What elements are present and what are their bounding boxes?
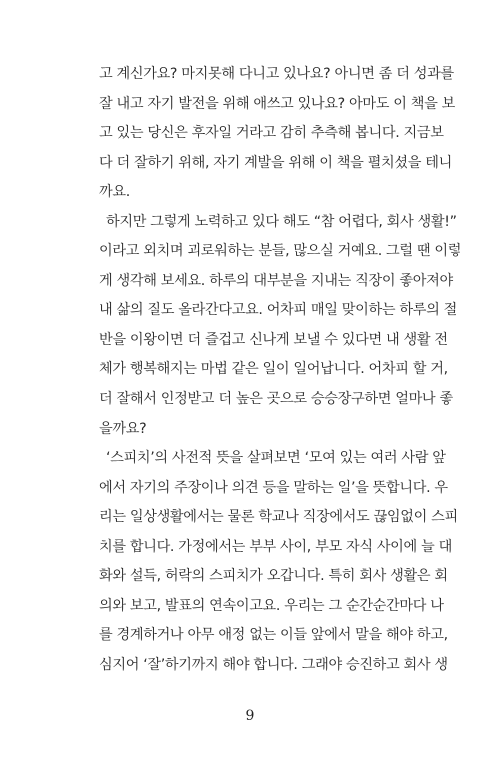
- paragraph: [99, 60, 455, 208]
- text-line: 리는 일상생활에서는 물론 학교나 직장에서도 끊임없이 스피: [99, 509, 458, 526]
- text-line: 반을 이왕이면 더 즐겁고 신나게 보낼 수 있다면 내 생활 전: [99, 331, 448, 348]
- text-line: 를 경계하거나 아무 애정 없는 이들 앞에서 말을 해야 하고,: [99, 627, 448, 644]
- text-line: 화와 설득, 허락의 스피치가 오갑니다. 특히 회사 생활은 회: [99, 568, 448, 585]
- text-line: 다 더 잘하기 위해, 자기 계발을 위해 이 책을 펼치셨을 테니: [99, 154, 452, 171]
- text-line: 하지만 그렇게 노력하고 있다 해도 “참 어렵다, 회사 생활!”: [106, 213, 457, 230]
- text-line: 잘 내고 자기 발전을 위해 애쓰고 있나요? 아마도 이 책을 보: [99, 95, 455, 112]
- text-line: 더 잘해서 인정받고 더 높은 곳으로 승승장구하면 얼마나 좋: [99, 391, 453, 408]
- text-line: 에서 자기의 주장이나 의견 등을 말하는 일’을 뜻합니다. 우: [99, 479, 448, 496]
- text-line: 까요.: [99, 184, 130, 201]
- paragraph: [99, 208, 462, 444]
- paragraph: [99, 444, 458, 680]
- text-line: 내 삶의 질도 올라간다고요. 어차피 매일 맞이하는 하루의 절: [99, 302, 457, 319]
- page-number: 9: [245, 708, 255, 724]
- text-line: 이라고 외치며 괴로워하는 분들, 많으실 거예요. 그럴 땐 이렇: [99, 243, 462, 260]
- body-text: [99, 60, 462, 680]
- text-line: 을까요?: [99, 420, 147, 437]
- text-line: 고 계신가요? 마지못해 다니고 있나요? 아니면 좀 더 성과를: [99, 66, 454, 82]
- text-line: 게 생각해 보세요. 하루의 대부분을 지내는 직장이 좋아져야: [99, 272, 453, 289]
- text-line: 치를 합니다. 가정에서는 부부 사이, 부모 자식 사이에 늘 대: [99, 538, 452, 555]
- text-line: 의와 보고, 발표의 연속이고요. 우리는 그 순간순간마다 나: [99, 597, 444, 614]
- text-line: 심지어 ‘잘’하기까지 해야 합니다. 그래야 승진하고 회사 생: [99, 656, 448, 673]
- text-line: ‘스피치’의 사전적 뜻을 살펴보면 ‘모여 있는 여러 사람 앞: [106, 450, 446, 467]
- text-line: 고 있는 당신은 후자일 거라고 감히 추측해 봅니다. 지금보: [99, 125, 444, 142]
- text-line: 체가 행복해지는 마법 같은 일이 일어납니다. 어차피 할 거,: [99, 361, 448, 378]
